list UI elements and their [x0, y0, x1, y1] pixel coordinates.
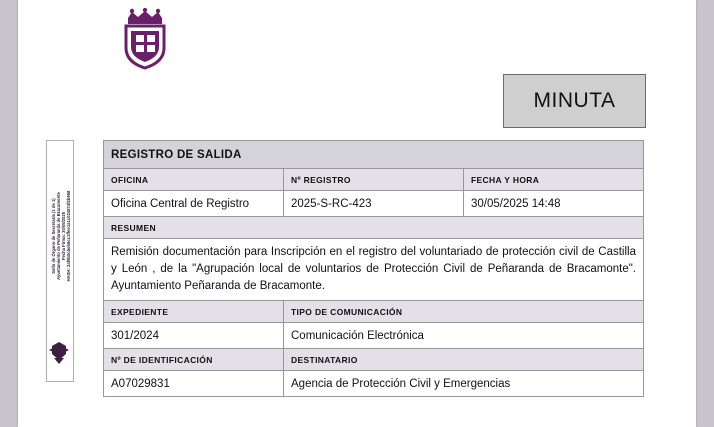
- table-row: [104, 301, 644, 323]
- coat-of-arms-icon: [118, 8, 172, 70]
- table-row: [104, 191, 644, 217]
- stamp-line: Fecha Firma: 30/05/2025: [61, 211, 66, 261]
- table-row: [104, 239, 644, 301]
- value-expediente: 301/2024: [104, 323, 284, 349]
- value-fecha-hora: 30/05/2025 14:48: [464, 191, 644, 217]
- minuta-label: MINUTA: [503, 74, 646, 128]
- header-n-identificacion: Nº DE IDENTIFICACIÓN: [104, 349, 284, 371]
- header-tipo-comunicacion: TIPO DE COMUNICACIÓN: [284, 301, 644, 323]
- header-fecha-hora: FECHA Y HORA: [464, 169, 644, 191]
- document-page: [18, 0, 696, 427]
- header-expediente: EXPEDIENTE: [104, 301, 284, 323]
- table-title-row: [104, 141, 644, 169]
- stamp-line: Sello de Órgano de Secretaría (1 de 1): [51, 198, 56, 274]
- value-resumen: Remisión documentación para Inscripción en el registro del voluntariado de protección civil de Castilla y León , de la "Agrupación local de voluntarios de Protección Civil de Peñaranda de Bracamonte". Ayuntamiento Peñaranda de Bracamonte.: [104, 239, 644, 301]
- ink-seal-icon: [48, 340, 70, 366]
- table-row: [104, 323, 644, 349]
- table-row: [104, 217, 644, 239]
- table-title: REGISTRO DE SALIDA: [104, 141, 644, 169]
- value-tipo-comunicacion: Comunicación Electrónica: [284, 323, 644, 349]
- header-resumen: RESUMEN: [104, 217, 644, 239]
- table-row: [104, 169, 644, 191]
- value-n-registro: 2025-S-RC-423: [284, 191, 464, 217]
- value-n-identificacion: A07029831: [104, 371, 284, 397]
- header-destinatario: DESTINATARIO: [284, 349, 644, 371]
- value-destinatario: Agencia de Protección Civil y Emergencias: [284, 371, 644, 397]
- stamp-line: HASH: 2af9b0cbeb8cc1ffee1a1c024874f2b968: [66, 190, 71, 282]
- table-row: [104, 349, 644, 371]
- table-row: [104, 371, 644, 397]
- registro-salida-table: [103, 140, 644, 397]
- header-oficina: OFICINA: [104, 169, 284, 191]
- header-n-registro: Nº REGISTRO: [284, 169, 464, 191]
- value-oficina: Oficina Central de Registro: [104, 191, 284, 217]
- stamp-line: Ayuntamiento de Peñaranda de Bracamonte: [56, 192, 61, 280]
